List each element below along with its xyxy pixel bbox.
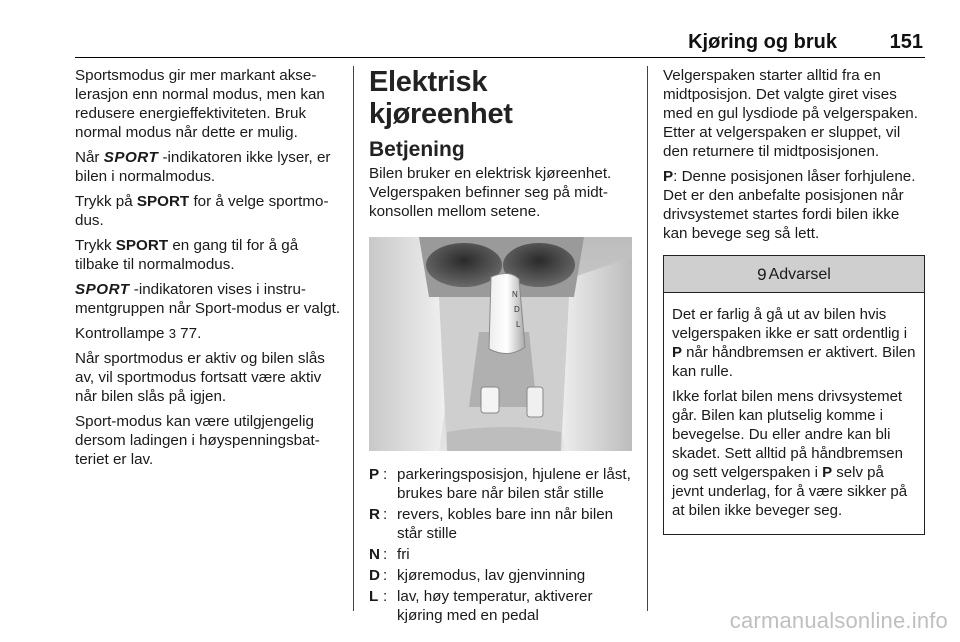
section-heading: Elektrisk kjøreenhet [369,66,513,130]
gear-letter-l: L [516,320,521,329]
warning-title: Advarsel [768,265,831,283]
armrest [447,427,561,451]
chapter-title: Kjøring og bruk [688,31,837,53]
gear-letter-n: N [512,290,518,299]
gear-position-l: L : lav, høy temperatur, aktiverer kjøring med en pedal [369,588,593,624]
sport-button-label: SPORT [136,193,190,210]
warning-paragraph-1: Det er farlig å gå ut av bilen hvis velgerspaken ikke er satt ordentlig i P når håndbremsen er aktivert. Bilen kan rulle. [672,306,916,380]
gear-position-p: P : parkeringsposisjon, hjulene er låst, brukes bare når bilen står stille [369,466,631,502]
gear-letter-d: D [514,305,520,314]
paragraph-sport-unavailable: Sport-modus kan være utilgjengelig dersom ladingen i høyspenningsbatteriet er lav. [75,413,320,468]
gear-selector-illustration [369,237,632,451]
warning-triangle-icon: 9 [757,264,767,284]
paragraph-normal-indicator: Når SPORT -indikatoren ikke lyser, er bilen i normalmodus. [75,149,331,185]
paragraph-lever-start: Velgerspaken starter alltid fra en midtposisjon. Det valgte giret vises med en gul lysdiode på velgerspaken. Etter at velgerspaken er sluppet, vil den returnere til midtposisjonen. [663,67,918,160]
page-number: 151 [889,31,923,53]
section-subheading: Betjening [369,138,465,161]
column-divider-2 [647,66,648,611]
column-left [75,66,343,475]
sport-indicator-label: SPORT [103,149,159,166]
paragraph-sport-mode: Sportsmodus gir mer markant akselerasjon enn normal modus, men kan redusere energieffektiviteten. Bruk normal modus når dette er mulig. [75,67,325,141]
column-right [663,66,927,535]
paragraph-press-sport: Trykk på SPORT for å velge sportmodus. [75,193,329,229]
watermark: carmanualsonline.info [729,608,948,633]
paragraph-control-lamp: Kontrollampe 3 77. [75,325,202,342]
warning-paragraph-2: Ikke forlat bilen mens drivsystemet går. Bilen kan plutselig komme i bevegelse. Du eller andre kan bli skadet. Sett alltid på håndbremsen og sett velgerspaken i P selv på jevnt underlag, for å være sikker på at bilen ikke beveger seg. [672,388,908,519]
gear-selector-photo [369,237,632,451]
page-reference-icon: 3 [168,326,176,341]
warning-header [664,256,924,293]
gear-position-list [369,465,635,625]
gear-position-r: R : revers, kobles bare inn når bilen står stille [369,506,614,542]
console-button-left [481,387,499,413]
sport-indicator-label: SPORT [75,281,130,298]
page-reference[interactable]: 77. [175,325,202,342]
paragraph-press-again: Trykk SPORT en gang til for å gå tilbake til normalmodus. [75,237,299,273]
sport-button-label: SPORT [115,237,169,254]
console-button-right [527,387,543,417]
column-middle [369,66,635,627]
gear-position-n: N : fri [369,546,410,563]
paragraph-indicator-shown: SPORT -indikatoren vises i instrumentgruppen når Sport-modus er valgt. [75,281,341,317]
paragraph-park-position: P: Denne posisjonen låser forhjulene. Det er den anbefalte posisjonen når drivsystemet startes fordi bilen ikke kan bevege seg så lett. [663,168,916,242]
column-divider-1 [353,66,354,611]
warning-box [663,255,925,535]
page-header [75,28,925,58]
paragraph-sport-persist: Når sportmodus er aktiv og bilen slås av, vil sportmodus fortsatt være aktiv når bilen slås på igjen. [75,350,325,405]
gear-position-d: D : kjøremodus, lav gjenvinning [369,567,586,584]
paragraph-intro: Bilen bruker en elektrisk kjøreenhet. Velgerspaken befinner seg på midtkonsollen mellom setene. [369,165,612,220]
warning-body [664,293,924,534]
